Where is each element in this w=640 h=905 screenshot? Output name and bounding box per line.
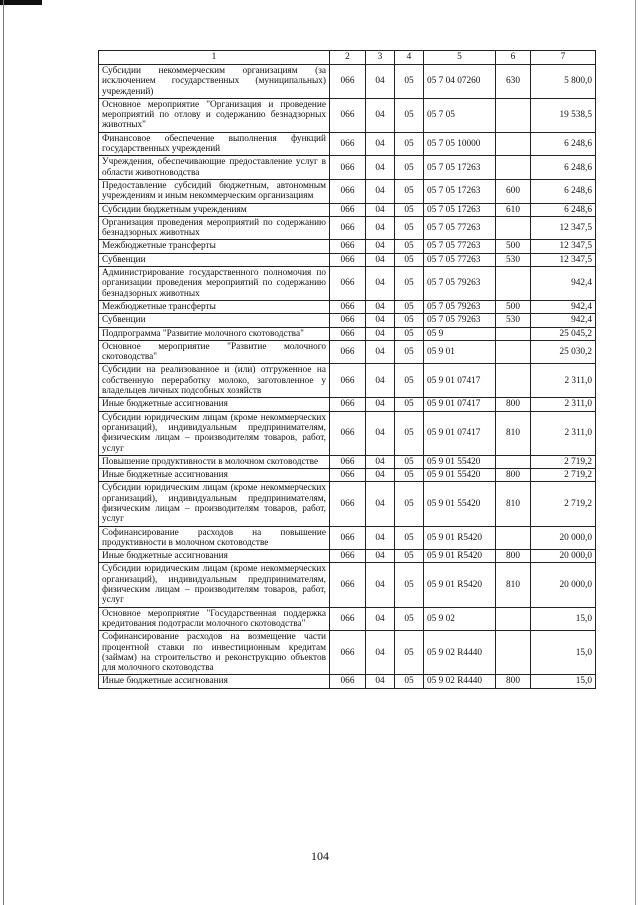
ministry-code: 066 [330,314,366,327]
subsection-code: 05 [395,300,424,313]
target-article-code: 05 7 05 77263 [424,216,496,240]
target-article-code: 05 9 01 R5420 [424,526,496,550]
ministry-code: 066 [330,455,366,468]
ministry-code: 066 [330,327,366,340]
expense-type-code [496,631,531,675]
row-description: Субвенции [99,314,330,327]
column-number-3: 3 [366,51,395,65]
target-article-code: 05 7 05 [424,98,496,132]
subsection-code: 05 [395,156,424,180]
section-code: 04 [366,340,395,364]
amount-value: 20 000,0 [531,550,596,563]
table-row [99,469,596,482]
scan-right-edge [635,0,636,905]
subsection-code: 05 [395,469,424,482]
target-article-code: 05 9 01 [424,340,496,364]
amount-value: 942,4 [531,267,596,301]
table-row [99,364,596,398]
row-description: Софинансирование расходов на повышение продуктивности в молочном скотоводстве [99,526,330,550]
table-row [99,216,596,240]
section-code: 04 [366,240,395,253]
target-article-code: 05 9 01 55420 [424,469,496,482]
amount-value: 6 248,6 [531,156,596,180]
table-row [99,398,596,411]
row-description: Субсидии некоммерческим организациям (за исключением государственных (муниципальных) учреждений) [99,65,330,99]
subsection-code: 05 [395,455,424,468]
subsection-code: 05 [395,550,424,563]
row-description: Иные бюджетные ассигнования [99,398,330,411]
table-row [99,300,596,313]
subsection-code: 05 [395,340,424,364]
target-article-code: 05 7 05 79263 [424,267,496,301]
row-description: Учреждения, обеспечивающие предоставление услуг в области животноводства [99,156,330,180]
section-code: 04 [366,203,395,216]
budget-allocation-table [98,50,596,689]
amount-value: 25 045,2 [531,327,596,340]
subsection-code: 05 [395,675,424,688]
table-row [99,98,596,132]
table-row [99,253,596,266]
subsection-code: 05 [395,631,424,675]
section-code: 04 [366,300,395,313]
section-code: 04 [366,314,395,327]
amount-value: 5 800,0 [531,65,596,99]
section-code: 04 [366,98,395,132]
ministry-code: 066 [330,411,366,455]
table-body [99,65,596,689]
ministry-code: 066 [330,398,366,411]
table-row [99,327,596,340]
amount-value: 6 248,6 [531,132,596,156]
subsection-code: 05 [395,327,424,340]
table-row [99,411,596,455]
section-code: 04 [366,631,395,675]
ministry-code: 066 [330,364,366,398]
table-row [99,156,596,180]
table-row [99,267,596,301]
expense-type-code: 630 [496,65,531,99]
row-description: Предоставление субсидий бюджетным, автономным учреждениям и иным некоммерческим организациям [99,179,330,203]
table-row [99,65,596,99]
column-number-1: 1 [99,51,330,65]
amount-value: 2 311,0 [531,411,596,455]
row-description: Субсидии на реализованное и (или) отгруженное на собственную переработку молоко, заготовленное у владельцев личных подсобных хозяйств [99,364,330,398]
expense-type-code [496,340,531,364]
expense-type-code [496,216,531,240]
target-article-code: 05 7 05 17263 [424,156,496,180]
table-row [99,607,596,631]
expense-type-code [496,364,531,398]
target-article-code: 05 9 01 07417 [424,398,496,411]
section-code: 04 [366,398,395,411]
expense-type-code: 800 [496,398,531,411]
expense-type-code [496,156,531,180]
subsection-code: 05 [395,267,424,301]
ministry-code: 066 [330,179,366,203]
target-article-code: 05 7 05 79263 [424,314,496,327]
amount-value: 25 030,2 [531,340,596,364]
page-number: 104 [311,849,329,863]
target-article-code: 05 7 05 77263 [424,253,496,266]
table-row [99,240,596,253]
expense-type-code: 530 [496,253,531,266]
expense-type-code [496,132,531,156]
column-number-5: 5 [424,51,496,65]
section-code: 04 [366,364,395,398]
section-code: 04 [366,469,395,482]
column-number-6: 6 [496,51,531,65]
section-code: 04 [366,411,395,455]
column-number-4: 4 [395,51,424,65]
table-row [99,675,596,688]
target-article-code: 05 7 05 10000 [424,132,496,156]
target-article-code: 05 9 01 07417 [424,364,496,398]
section-code: 04 [366,482,395,526]
ministry-code: 066 [330,203,366,216]
amount-value: 2 719,2 [531,482,596,526]
amount-value: 15,0 [531,631,596,675]
subsection-code: 05 [395,216,424,240]
section-code: 04 [366,179,395,203]
row-description: Субсидии юридическим лицам (кроме некоммерческих организаций), индивидуальным предпринимателям, физическим лицам – производителям товаров, работ, услуг [99,482,330,526]
ministry-code: 066 [330,132,366,156]
ministry-code: 066 [330,526,366,550]
table-row [99,482,596,526]
subsection-code: 05 [395,253,424,266]
expense-type-code [496,98,531,132]
column-number-7: 7 [531,51,596,65]
target-article-code: 05 7 05 17263 [424,179,496,203]
section-code: 04 [366,216,395,240]
section-code: 04 [366,65,395,99]
subsection-code: 05 [395,411,424,455]
amount-value: 12 347,5 [531,216,596,240]
table-row [99,550,596,563]
section-code: 04 [366,156,395,180]
expense-type-code: 530 [496,314,531,327]
scan-left-edge [3,0,4,905]
section-code: 04 [366,675,395,688]
expense-type-code: 800 [496,469,531,482]
section-code: 04 [366,253,395,266]
amount-value: 20 000,0 [531,526,596,550]
target-article-code: 05 9 01 07417 [424,411,496,455]
row-description: Субсидии юридическим лицам (кроме некоммерческих организаций), индивидуальным предпринимателям, физическим лицам – производителям товаров, работ, услуг [99,411,330,455]
amount-value: 15,0 [531,607,596,631]
expense-type-code: 800 [496,675,531,688]
row-description: Субсидии бюджетным учреждениям [99,203,330,216]
target-article-code: 05 9 01 55420 [424,482,496,526]
section-code: 04 [366,267,395,301]
table-row [99,179,596,203]
expense-type-code: 500 [496,300,531,313]
target-article-code: 05 9 02 R4440 [424,631,496,675]
section-code: 04 [366,327,395,340]
row-description: Иные бюджетные ассигнования [99,469,330,482]
expense-type-code [496,327,531,340]
subsection-code: 05 [395,203,424,216]
expense-type-code [496,526,531,550]
ministry-code: 066 [330,216,366,240]
amount-value: 942,4 [531,314,596,327]
expense-type-code: 610 [496,203,531,216]
row-description: Иные бюджетные ассигнования [99,550,330,563]
row-description: Основное мероприятие "Организация и проведение мероприятий по отлову и содержанию безнадзорных животных" [99,98,330,132]
ministry-code: 066 [330,156,366,180]
table-row [99,631,596,675]
scan-corner-mark [0,0,42,5]
amount-value: 2 719,2 [531,455,596,468]
amount-value: 12 347,5 [531,240,596,253]
subsection-code: 05 [395,98,424,132]
expense-type-code [496,607,531,631]
target-article-code: 05 7 04 07260 [424,65,496,99]
section-code: 04 [366,563,395,607]
table-row [99,563,596,607]
amount-value: 6 248,6 [531,179,596,203]
subsection-code: 05 [395,132,424,156]
target-article-code: 05 9 01 R5420 [424,563,496,607]
row-description: Межбюджетные трансферты [99,240,330,253]
ministry-code: 066 [330,631,366,675]
expense-type-code [496,455,531,468]
target-article-code: 05 9 02 R4440 [424,675,496,688]
column-number-2: 2 [330,51,366,65]
section-code: 04 [366,550,395,563]
subsection-code: 05 [395,314,424,327]
amount-value: 6 248,6 [531,203,596,216]
ministry-code: 066 [330,98,366,132]
ministry-code: 066 [330,65,366,99]
subsection-code: 05 [395,398,424,411]
ministry-code: 066 [330,469,366,482]
row-description: Межбюджетные трансферты [99,300,330,313]
amount-value: 2 719,2 [531,469,596,482]
ministry-code: 066 [330,340,366,364]
ministry-code: 066 [330,563,366,607]
row-description: Основное мероприятие "Развитие молочного скотоводства" [99,340,330,364]
target-article-code: 05 9 01 55420 [424,455,496,468]
ministry-code: 066 [330,675,366,688]
subsection-code: 05 [395,364,424,398]
subsection-code: 05 [395,563,424,607]
row-description: Подпрограмма "Развитие молочного скотоводства" [99,327,330,340]
ministry-code: 066 [330,240,366,253]
table-row [99,340,596,364]
subsection-code: 05 [395,240,424,253]
table-row [99,526,596,550]
section-code: 04 [366,132,395,156]
table-row [99,203,596,216]
amount-value: 12 347,5 [531,253,596,266]
amount-value: 2 311,0 [531,364,596,398]
subsection-code: 05 [395,607,424,631]
section-code: 04 [366,526,395,550]
expense-type-code: 810 [496,482,531,526]
target-article-code: 05 7 05 77263 [424,240,496,253]
row-description: Субвенции [99,253,330,266]
target-article-code: 05 7 05 79263 [424,300,496,313]
table-row [99,455,596,468]
target-article-code: 05 9 [424,327,496,340]
amount-value: 19 538,5 [531,98,596,132]
section-code: 04 [366,455,395,468]
ministry-code: 066 [330,300,366,313]
row-description: Иные бюджетные ассигнования [99,675,330,688]
amount-value: 15,0 [531,675,596,688]
expense-type-code: 600 [496,179,531,203]
ministry-code: 066 [330,607,366,631]
subsection-code: 05 [395,65,424,99]
expense-type-code: 800 [496,550,531,563]
ministry-code: 066 [330,550,366,563]
expense-type-code: 810 [496,411,531,455]
row-description: Администрирование государственного полномочия по организации проведения мероприятий по содержанию безнадзорных животных [99,267,330,301]
row-description: Субсидии юридическим лицам (кроме некоммерческих организаций), индивидуальным предпринимателям, физическим лицам – производителям товаров, работ, услуг [99,563,330,607]
expense-type-code: 810 [496,563,531,607]
section-code: 04 [366,607,395,631]
row-description: Софинансирование расходов на возмещение части процентной ставки по инвестиционным кредитам (займам) на строительство и реконструкцию объектов для молочного скотоводства [99,631,330,675]
amount-value: 942,4 [531,300,596,313]
target-article-code: 05 9 02 [424,607,496,631]
amount-value: 2 311,0 [531,398,596,411]
target-article-code: 05 9 01 R5420 [424,550,496,563]
subsection-code: 05 [395,482,424,526]
subsection-code: 05 [395,526,424,550]
amount-value: 20 000,0 [531,563,596,607]
subsection-code: 05 [395,179,424,203]
row-description: Основное мероприятие "Государственная поддержка кредитования подотрасли молочного скотоводства" [99,607,330,631]
row-description: Финансовое обеспечение выполнения функций государственных учреждений [99,132,330,156]
target-article-code: 05 7 05 17263 [424,203,496,216]
table-row [99,132,596,156]
table-header-row [99,51,596,65]
row-description: Повышение продуктивности в молочном скотоводстве [99,455,330,468]
expense-type-code [496,267,531,301]
expense-type-code: 500 [496,240,531,253]
ministry-code: 066 [330,253,366,266]
ministry-code: 066 [330,482,366,526]
row-description: Организация проведения мероприятий по содержанию безнадзорных животных [99,216,330,240]
ministry-code: 066 [330,267,366,301]
table-row [99,314,596,327]
